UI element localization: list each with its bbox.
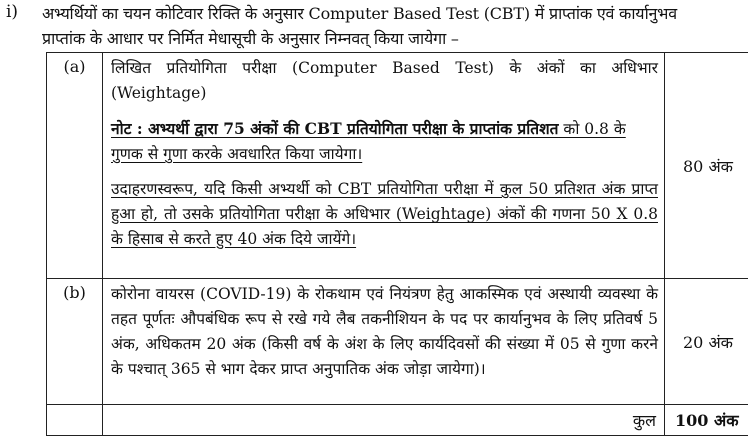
row-a-content <box>103 53 665 279</box>
row-a-note <box>111 116 658 167</box>
intro-line-1: अभ्यर्थियों का चयन कोटिवार रिक्ति के अनुसार Computer Based Test (CBT) में प्राप्तांक एवं कार्यानुभव <box>42 2 677 24</box>
row-b-label: (b) <box>47 279 103 405</box>
note-suffix: को 0.8 के गुणक से गुणा करके अवधारित किया जायेगा। <box>111 120 626 163</box>
row-a-heading: लिखित प्रतियोगिता परीक्षा (Computer Based Test) के अंकों का अधिभार (Weightage) <box>111 56 658 106</box>
row-b-text: कोरोना वायरस (COVID-19) के रोकथाम एवं नियंत्रण हेतु आकस्मिक एवं अस्थायी व्यवस्था के तहत पूर्णतः औपबंधिक रूप से रखे गये लैब तकनीशियन के पद पर कार्यानुभव के लिए प्रतिवर्ष 5 अंक, अधिकतम 20 अंक (किसी वर्ष के अंश के लिए कार्यदिवसों की संख्या में 05 से गुणा करने के पश्चात् 365 से भाग देकर प्राप्त अनुपातिक अंक जोड़ा जायेगा)। <box>111 282 658 382</box>
table-row-total <box>47 405 748 436</box>
row-a-label: (a) <box>47 53 103 279</box>
table-row-a <box>47 53 748 279</box>
row-a-marks: 80 अंक <box>665 53 748 279</box>
total-label: कुल <box>103 405 665 436</box>
note-bold: प्राप्तांक प्रतिशत <box>470 119 559 138</box>
marks-table <box>46 52 748 436</box>
list-marker: i) <box>6 2 18 22</box>
note-prefix: नोट : अभ्यर्थी द्वारा 75 अंकों की CBT प्रतियोगिता परीक्षा के <box>111 119 470 138</box>
row-b-content <box>103 279 665 405</box>
intro-line-2: प्राप्तांक के आधार पर निर्मित मेधासूची के अनुसार निम्नवत् किया जायेगा – <box>42 27 459 49</box>
table-row-b <box>47 279 748 405</box>
row-b-marks: 20 अंक <box>665 279 748 405</box>
total-value: 100 अंक <box>665 405 748 436</box>
total-empty-cell <box>47 405 103 436</box>
row-a-example: उदाहरणस्वरूप, यदि किसी अभ्यर्थी को CBT प्रतियोगिता परीक्षा में कुल 50 प्रतिशत अंक प्राप्त हुआ हो, तो उसके प्रतियोगिता परीक्षा के अधिभार (Weightage) अंकों की गणना 50 X 0.8 के हिसाब से करते हुए 40 अंक दिये जायेंगे। <box>111 177 658 252</box>
